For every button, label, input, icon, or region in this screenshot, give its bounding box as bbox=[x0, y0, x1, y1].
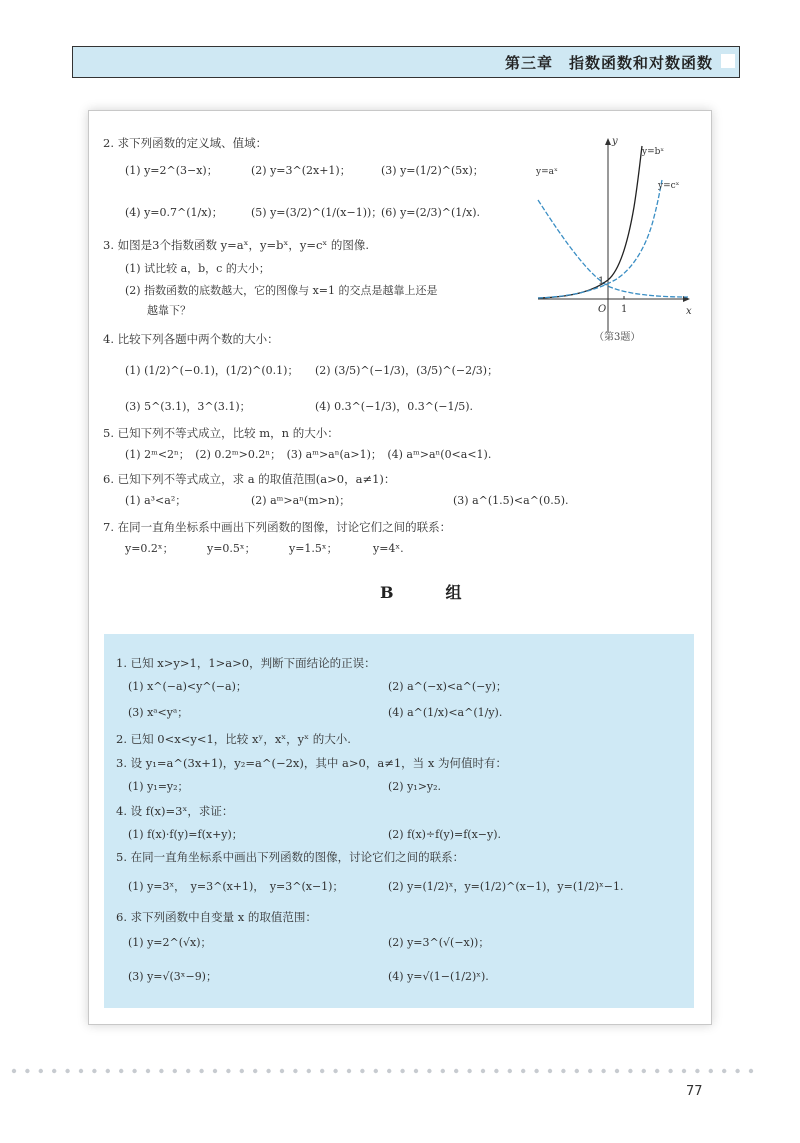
b-q1-stem: 1. 已知 x>y>1，1>a>0，判断下面结论的正误： bbox=[116, 656, 376, 670]
header-corner-square bbox=[721, 54, 735, 68]
q2-item: (1) y=2^(3−x)； bbox=[125, 164, 218, 177]
figure-caption: （第3题） bbox=[594, 332, 641, 343]
b-q6-item: (3) y=√(3ˣ−9)； bbox=[128, 970, 217, 983]
page-number: 77 bbox=[686, 1084, 703, 1099]
footer-dot bbox=[333, 1069, 337, 1073]
footer-dot bbox=[199, 1069, 203, 1073]
footer-dot bbox=[682, 1069, 686, 1073]
footer-dot bbox=[146, 1069, 150, 1073]
footer-dot bbox=[400, 1069, 404, 1073]
q3-stem: 3. 如图是3个指数函数 y=aˣ，y=bˣ，y=cˣ 的图像. bbox=[103, 238, 370, 252]
q2-item: (6) y=(2/3)^(1/x). bbox=[381, 206, 480, 219]
q6-item: (2) aᵐ>aⁿ(m>n)； bbox=[251, 494, 351, 507]
b-q1-item: (4) a^(1/x)<a^(1/y). bbox=[388, 706, 503, 719]
q7-item: y=0.2ˣ； bbox=[125, 542, 174, 555]
q5-stem: 5. 已知下列不等式成立，比较 m，n 的大小： bbox=[103, 426, 339, 440]
q2-item: (2) y=3^(2x+1)； bbox=[251, 164, 351, 177]
footer-dot bbox=[414, 1069, 418, 1073]
footer-dot bbox=[508, 1069, 512, 1073]
footer-dot bbox=[481, 1069, 485, 1073]
footer-dot bbox=[65, 1069, 69, 1073]
q2-stem: 2. 求下列函数的定义域、值域： bbox=[103, 136, 268, 150]
footer-dot bbox=[494, 1069, 498, 1073]
q5-items: (1) 2ᵐ<2ⁿ； (2) 0.2ᵐ>0.2ⁿ； (3) aᵐ>aⁿ(a>1)； (4) aᵐ>aⁿ(0<a<1). bbox=[125, 448, 492, 461]
footer-dot bbox=[360, 1069, 364, 1073]
footer-dot bbox=[92, 1069, 96, 1073]
footer-dot bbox=[132, 1069, 136, 1073]
footer-dot bbox=[266, 1069, 270, 1073]
q7-item: y=1.5ˣ； bbox=[289, 542, 338, 555]
footer-dot bbox=[548, 1069, 552, 1073]
footer-dot bbox=[307, 1069, 311, 1073]
q4-stem: 4. 比较下列各题中两个数的大小： bbox=[103, 332, 279, 346]
b-q3-item: (1) y₁=y₂； bbox=[128, 780, 189, 793]
footer-dot bbox=[628, 1069, 632, 1073]
q2-item: (3) y=(1/2)^(5x)； bbox=[381, 164, 484, 177]
label-x-one: 1 bbox=[621, 304, 628, 315]
group-b-section bbox=[104, 634, 694, 1008]
q3-part2-cont: 越靠下？ bbox=[147, 304, 191, 317]
b-q3-item: (2) y₁>y₂. bbox=[388, 780, 442, 793]
footer-dot bbox=[293, 1069, 297, 1073]
footer-dot bbox=[427, 1069, 431, 1073]
q3-part2: (2) 指数函数的底数越大，它的图像与 x=1 的交点是越靠上还是 bbox=[125, 284, 438, 297]
footer-dot bbox=[106, 1069, 110, 1073]
footer-dot bbox=[749, 1069, 753, 1073]
footer-dot bbox=[467, 1069, 471, 1073]
q4-item: (2) (3/5)^(−1/3)，(3/5)^(−2/3)； bbox=[315, 364, 499, 377]
q2-item: (4) y=0.7^(1/x)； bbox=[125, 206, 223, 219]
group-b-heading: B 组 bbox=[380, 583, 480, 602]
label-x: x bbox=[686, 306, 692, 317]
q7-item: y=0.5ˣ； bbox=[207, 542, 256, 555]
footer-dot bbox=[521, 1069, 525, 1073]
footer-dot bbox=[280, 1069, 284, 1073]
footer-dot bbox=[601, 1069, 605, 1073]
footer-dot bbox=[12, 1069, 16, 1073]
q6-stem: 6. 已知下列不等式成立，求 a 的取值范围(a>0，a≠1)： bbox=[103, 472, 396, 486]
footer-dot bbox=[735, 1069, 739, 1073]
q4-item: (3) 5^(3.1)，3^(3.1)； bbox=[125, 400, 251, 413]
footer-dot bbox=[534, 1069, 538, 1073]
chapter-title: 第三章 指数函数和对数函数 bbox=[504, 54, 713, 72]
q3-part1: (1) 试比较 a，b，c 的大小； bbox=[125, 262, 270, 275]
y-axis-arrow bbox=[605, 138, 611, 145]
q7-stem: 7. 在同一直角坐标系中画出下列函数的图像，讨论它们之间的联系： bbox=[103, 520, 452, 534]
label-curve-c: y=cˣ bbox=[658, 181, 680, 191]
footer-dot bbox=[387, 1069, 391, 1073]
footer-dot bbox=[159, 1069, 163, 1073]
footer-dot bbox=[695, 1069, 699, 1073]
footer-dot bbox=[575, 1069, 579, 1073]
b-q5-stem: 5. 在同一直角坐标系中画出下列函数的图像，讨论它们之间的联系： bbox=[116, 850, 465, 864]
q2-item: (5) y=(3/2)^(1/(x−1))； bbox=[251, 206, 383, 219]
footer-dot bbox=[668, 1069, 672, 1073]
b-q6-stem: 6. 求下列函数中自变量 x 的取值范围： bbox=[116, 910, 317, 924]
b-q1-item: (1) x^(−a)<y^(−a)； bbox=[128, 680, 247, 693]
footer-dot bbox=[709, 1069, 713, 1073]
footer-dot bbox=[722, 1069, 726, 1073]
footer-dot bbox=[253, 1069, 257, 1073]
footer-dotted-rule bbox=[10, 1068, 770, 1074]
curve-y-a-x bbox=[538, 200, 688, 297]
b-q1-item: (3) xᵃ<yᵃ； bbox=[128, 706, 189, 719]
b-q1-item: (2) a^(−x)<a^(−y)； bbox=[388, 680, 507, 693]
b-q4-stem: 4. 设 f(x)=3ˣ，求证： bbox=[116, 804, 234, 818]
b-q4-item: (2) f(x)÷f(y)=f(x−y). bbox=[388, 828, 502, 841]
b-q3-stem: 3. 设 y₁=a^(3x+1)，y₂=a^(−2x)，其中 a>0，a≠1，当 x 为何值时有： bbox=[116, 756, 507, 770]
footer-dot bbox=[173, 1069, 177, 1073]
q6-item: (1) a³<a²； bbox=[125, 494, 187, 507]
q6-item: (3) a^(1.5)<a^(0.5). bbox=[453, 494, 569, 507]
label-origin: O bbox=[598, 304, 607, 315]
footer-dot bbox=[240, 1069, 244, 1073]
footer-dot bbox=[79, 1069, 83, 1073]
footer-dot bbox=[588, 1069, 592, 1073]
footer-dot bbox=[454, 1069, 458, 1073]
footer-dot bbox=[561, 1069, 565, 1073]
q4-item: (1) (1/2)^(−0.1)，(1/2)^(0.1)； bbox=[125, 364, 299, 377]
label-y-one: 1 bbox=[598, 276, 605, 287]
footer-dot bbox=[655, 1069, 659, 1073]
footer-dot bbox=[213, 1069, 217, 1073]
label-y: y bbox=[612, 136, 618, 147]
b-q5-item: (2) y=(1/2)ˣ，y=(1/2)^(x−1)，y=(1/2)ˣ−1. bbox=[388, 880, 624, 893]
footer-dot bbox=[25, 1069, 29, 1073]
footer-dot bbox=[615, 1069, 619, 1073]
footer-dot bbox=[374, 1069, 378, 1073]
footer-dot bbox=[119, 1069, 123, 1073]
b-q4-item: (1) f(x)·f(y)=f(x+y)； bbox=[128, 828, 243, 841]
footer-dot bbox=[52, 1069, 56, 1073]
footer-dot bbox=[347, 1069, 351, 1073]
footer-dot bbox=[642, 1069, 646, 1073]
b-q6-item: (2) y=3^(√(−x))； bbox=[388, 936, 490, 949]
chapter-header bbox=[72, 46, 740, 78]
footer-dot bbox=[320, 1069, 324, 1073]
footer-dot bbox=[186, 1069, 190, 1073]
b-q6-item: (4) y=√(1−(1/2)ˣ). bbox=[388, 970, 489, 983]
q4-item: (4) 0.3^(−1/3)，0.3^(−1/5). bbox=[315, 400, 474, 413]
q3-exponential-figure bbox=[530, 132, 700, 344]
label-curve-a: y=aˣ bbox=[536, 167, 558, 177]
footer-dot bbox=[441, 1069, 445, 1073]
b-q5-item: (1) y=3ˣ， y=3^(x+1)， y=3^(x−1)； bbox=[128, 880, 344, 893]
b-q2-stem: 2. 已知 0<x<y<1，比较 xʸ，xˣ，yˣ 的大小. bbox=[116, 732, 351, 746]
b-q6-item: (1) y=2^(√x)； bbox=[128, 936, 212, 949]
footer-dot bbox=[226, 1069, 230, 1073]
footer-dot bbox=[39, 1069, 43, 1073]
label-curve-b: y=bˣ bbox=[642, 147, 665, 157]
q7-item: y=4ˣ. bbox=[373, 542, 404, 555]
